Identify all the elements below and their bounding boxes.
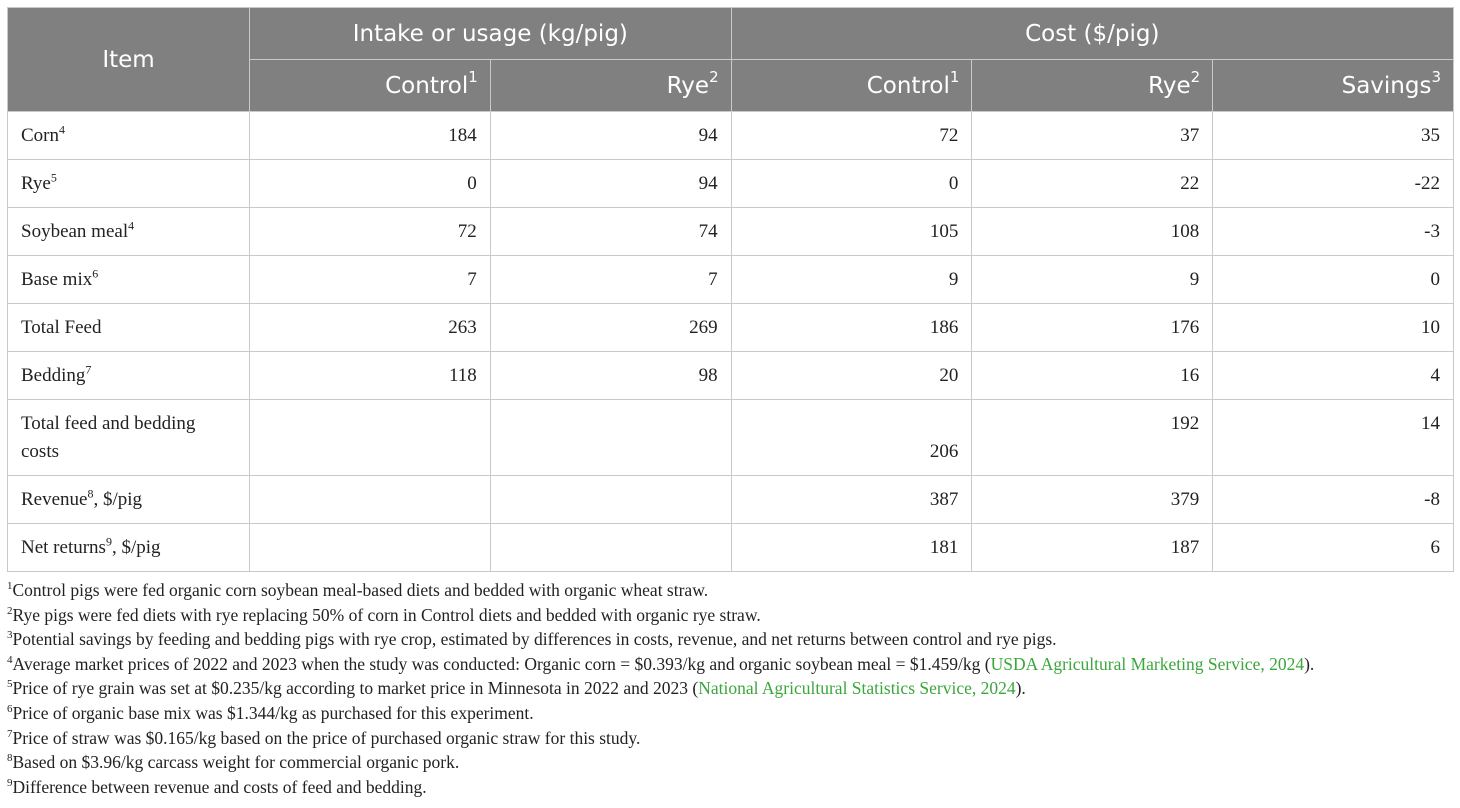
cell: 0: [731, 160, 972, 208]
table-row: [8, 112, 1454, 160]
footnote: $^5$Price of rye grain was set at $0.235/kg according to market price in Minnesota in 2022 and 2023 (National Agricultural Statistics Service, 2024).: [7, 678, 1026, 699]
table-row: [8, 476, 1454, 524]
cell: 0: [1213, 256, 1454, 304]
cell: 16: [972, 352, 1213, 400]
cell: [490, 400, 731, 476]
header-col-rye-cost: Rye$^2$: [972, 60, 1213, 112]
cell: -3: [1213, 208, 1454, 256]
cell: 187: [972, 524, 1213, 572]
footnote: $^7$Price of straw was $0.165/kg based on the price of purchased organic straw for this study.: [7, 727, 641, 748]
row-label: Revenue$^8$, $/pig: [8, 476, 250, 524]
table-row: [8, 160, 1454, 208]
cell-value: 192: [1170, 412, 1200, 434]
row-label: Corn$^4$: [8, 112, 250, 160]
cell: -8: [1213, 476, 1454, 524]
header-cost-group: Cost ($/pig): [731, 8, 1453, 60]
cell: 9: [972, 256, 1213, 304]
table-row: [8, 524, 1454, 572]
header-col-control-cost: Control$^1$: [731, 60, 972, 112]
cell: 181: [731, 524, 972, 572]
table-row: [8, 352, 1454, 400]
footnote: $^2$Rye pigs were fed diets with rye replacing 50% of corn in Control diets and bedded with organic rye straw.: [7, 604, 761, 625]
header-col-control-intake: Control$^1$: [250, 60, 491, 112]
cell-value: 206: [929, 440, 959, 462]
cell: 4: [1213, 352, 1454, 400]
footnote: $^4$Average market prices of 2022 and 2023 when the study was conducted: Organic corn = $0.393/kg and organic soybean meal = $1.459/kg (USDA Agricultural Marketing Service, 2024).: [7, 653, 1315, 674]
cell: [250, 476, 491, 524]
cell: 108: [972, 208, 1213, 256]
cell: 20: [731, 352, 972, 400]
reference-link-usda[interactable]: USDA Agricultural Marketing Service, 2024: [990, 653, 1305, 674]
footnote: $^3$Potential savings by feeding and bedding pigs with rye crop, estimated by differences in costs, revenue, and net returns between control and rye pigs.: [7, 629, 1057, 650]
cell: 7: [490, 256, 731, 304]
row-label: Total Feed: [8, 304, 250, 352]
cell: 263: [250, 304, 491, 352]
table-row: [8, 256, 1454, 304]
cell: 72: [731, 112, 972, 160]
cell: 37: [972, 112, 1213, 160]
row-label: Base mix$^6$: [8, 256, 250, 304]
cell: 74: [490, 208, 731, 256]
header-intake-group: Intake or usage (kg/pig): [250, 8, 732, 60]
table-row: [8, 304, 1454, 352]
reference-link-nass[interactable]: National Agricultural Statistics Service, 2024: [698, 678, 1016, 699]
footnote: $^6$Price of organic base mix was $1.344/kg as purchased for this experiment.: [7, 702, 534, 723]
cell: 269: [490, 304, 731, 352]
cell: 6: [1213, 524, 1454, 572]
footnote: $^9$Difference between revenue and costs of feed and bedding.: [7, 776, 427, 797]
row-label: Soybean meal$^4$: [8, 208, 250, 256]
cell: 176: [972, 304, 1213, 352]
cost-table: [7, 7, 1454, 572]
cell: 9: [731, 256, 972, 304]
cell: 22: [972, 160, 1213, 208]
table-row: [8, 208, 1454, 256]
row-label: Rye$^5$: [8, 160, 250, 208]
cell: [250, 400, 491, 476]
cell: 72: [250, 208, 491, 256]
cell: [972, 400, 1213, 476]
cell-value: 14: [1421, 412, 1440, 434]
cell: [250, 524, 491, 572]
cell: -22: [1213, 160, 1454, 208]
cell: 105: [731, 208, 972, 256]
footnotes: [7, 578, 1453, 799]
header-col-rye-intake: Rye$^2$: [490, 60, 731, 112]
cell: 387: [731, 476, 972, 524]
cell: 35: [1213, 112, 1454, 160]
cell: 98: [490, 352, 731, 400]
cell: 186: [731, 304, 972, 352]
table-container: [7, 7, 1453, 799]
row-label: Net returns$^9$, $/pig: [8, 524, 250, 572]
cell: [731, 400, 972, 476]
cell: 184: [250, 112, 491, 160]
cell: 118: [250, 352, 491, 400]
cell: 379: [972, 476, 1213, 524]
footnote: $^1$Control pigs were fed organic corn soybean meal-based diets and bedded with organic wheat straw.: [7, 580, 709, 600]
row-label: Total feed and bedding costs: [8, 400, 250, 476]
footnote: $^8$Based on $3.96/kg carcass weight for commercial organic pork.: [7, 752, 460, 773]
cell: [490, 476, 731, 524]
cell: [1213, 400, 1454, 476]
cell: [490, 524, 731, 572]
cell: 94: [490, 112, 731, 160]
cell: 7: [250, 256, 491, 304]
cell: 94: [490, 160, 731, 208]
table-row: [8, 400, 1454, 476]
cell: 0: [250, 160, 491, 208]
cell: 10: [1213, 304, 1454, 352]
row-label: Bedding$^7$: [8, 352, 250, 400]
header-item: Item: [8, 8, 250, 112]
header-col-savings: Savings$^3$: [1213, 60, 1454, 112]
